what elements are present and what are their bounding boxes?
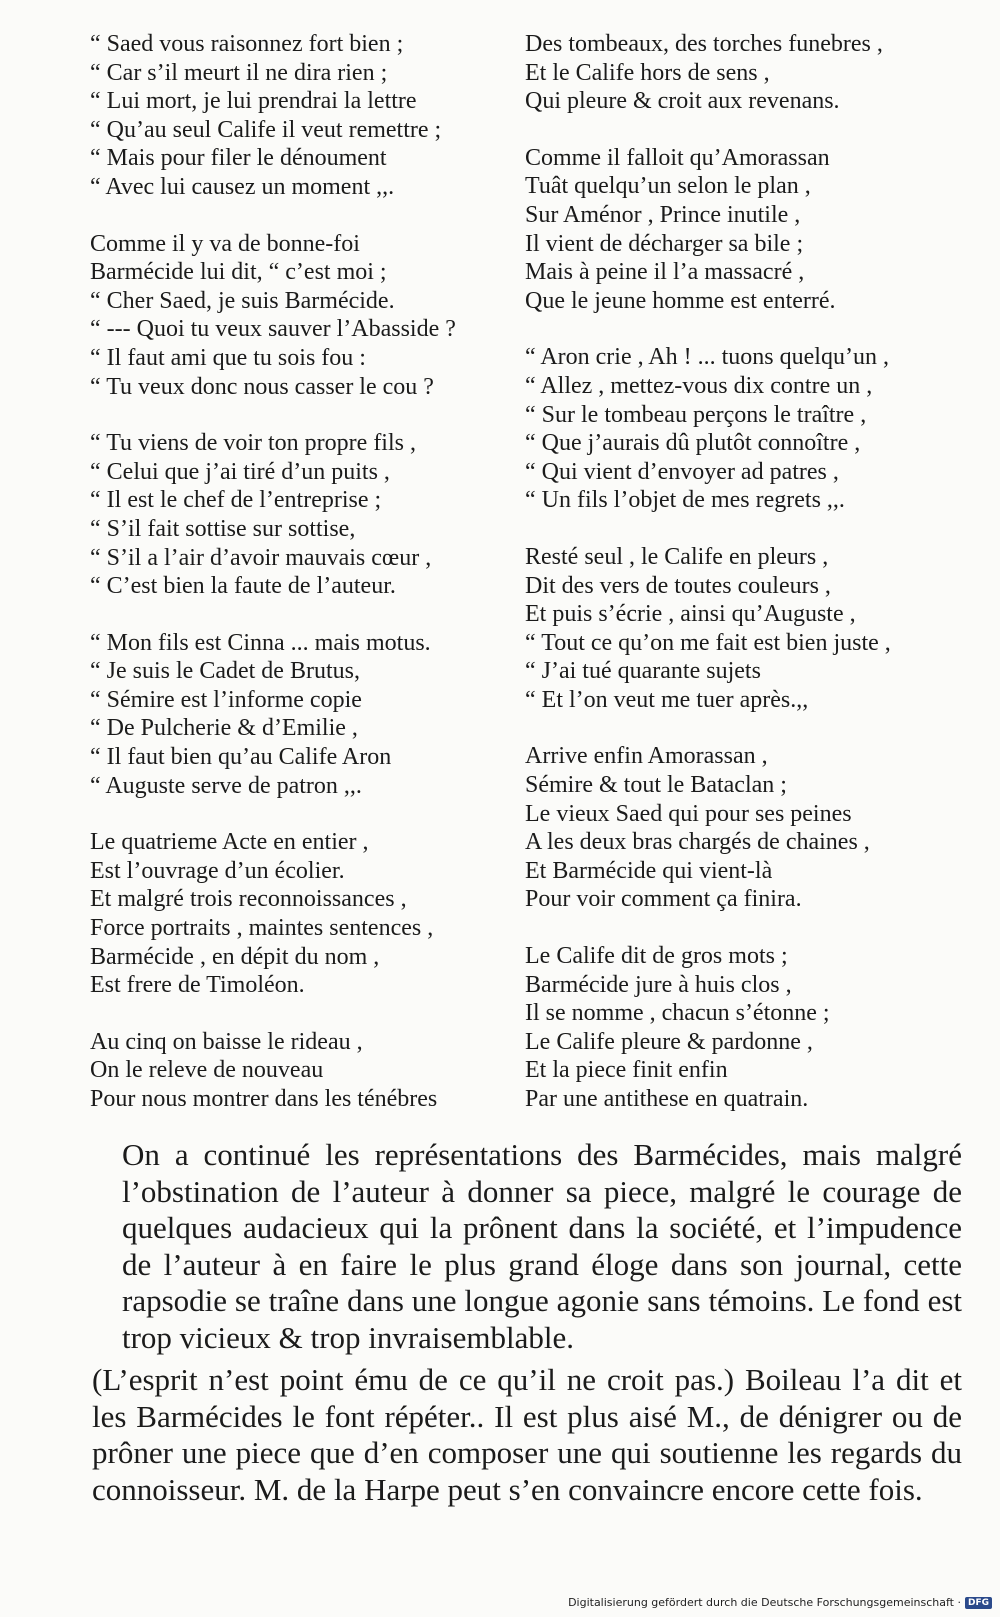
stanza [525, 543, 965, 715]
stanza [90, 429, 500, 601]
stanza [525, 144, 965, 316]
verse-line: Pour nous montrer dans les ténébres [90, 1086, 438, 1112]
verse-line: “ Et l’on veut me tuer après.,, [525, 686, 809, 713]
prose-paragraph: (L’esprit n’est point ému de ce qu’il ne croit pas.) Boileau l’a dit et les Barmécides le font répéter.. Il est plus aisé M., de dénigrer ou de prôner une piece que d’en composer une qui soutienne les regards du connoisseur. M. de la Harpe peut s’en convaincre encore cette fois. [92, 1362, 962, 1507]
verse-line: “ Qu’au seul Calife il veut remettre ; [90, 116, 442, 143]
verse-line: “ Allez , mettez-vous dix contre un , [525, 372, 873, 399]
verse-line: “ Un fils l’objet de mes regrets ,,. [525, 487, 845, 514]
verse-line: Sur Aménor , Prince inutile , [525, 201, 801, 228]
verse-line: Le quatrieme Acte en entier , [90, 829, 369, 856]
verse-line: Dit des vers de toutes couleurs , [525, 572, 831, 599]
verse-line: Au cinq on baisse le rideau , [90, 1028, 363, 1055]
verse-line: Force portraits , maintes sentences , [90, 915, 434, 942]
verse-line: “ --- Quoi tu veux sauver l’Abasside ? [90, 316, 456, 343]
verse-line: Et puis s’écrie , ainsi qu’Auguste , [525, 601, 856, 628]
verse-line: “ Avec lui causez un moment ,,. [90, 173, 395, 200]
verse-line: “ Auguste serve de patron ,,. [90, 772, 362, 799]
verse-line: Tuât quelqu’un selon le plan , [525, 173, 811, 200]
verse-line: “ Il faut bien qu’au Calife Aron [90, 744, 392, 771]
verse-line: “ Tout ce qu’on me fait est bien juste , [525, 629, 891, 656]
verse-line: “ Sur le tombeau perçons le traître , [525, 401, 867, 428]
verse-line: Et Barmécide qui vient-là [525, 857, 773, 884]
digitization-credit [568, 1596, 992, 1609]
verse-line: Barmécide , en dépit du nom , [90, 943, 380, 970]
stanza [525, 30, 965, 116]
verse-line: Qui pleure & croit aux revenans. [525, 88, 840, 115]
dfg-logo-icon: DFG [965, 1597, 992, 1609]
verse-line: Barmécide lui dit, “ c’est moi ; [90, 259, 387, 286]
stanza [90, 828, 500, 1000]
verse-line: Resté seul , le Calife en pleurs , [525, 543, 829, 570]
verse-line: Et le Calife hors de sens , [525, 59, 770, 86]
verse-line: “ Sémire est l’informe copie [90, 686, 362, 713]
verse-line: “ Qui vient d’envoyer ad patres , [525, 458, 839, 485]
verse-line: “ Celui que j’ai tiré d’un puits , [90, 458, 390, 485]
verse-line: Est l’ouvrage d’un écolier. [90, 857, 345, 884]
verse-line: Arrive enfin Amorassan , [525, 743, 768, 770]
verse-line: A les deux bras chargés de chaines , [525, 829, 870, 856]
stanza [90, 230, 500, 402]
verse-line: “ Que j’aurais dû plutôt connoître , [525, 430, 861, 457]
verse-line: “ S’il fait sottise sur sottise, [90, 515, 356, 542]
verse-line: Que le jeune homme est enterré. [525, 287, 836, 314]
stanza [525, 742, 965, 914]
verse-line: Par une antithese en quatrain. [525, 1086, 809, 1112]
verse-line: Le Calife pleure & pardonne , [525, 1028, 813, 1055]
verse-line: “ Il est le chef de l’entreprise ; [90, 487, 382, 514]
verse-line: “ C’est bien la faute de l’auteur. [90, 573, 396, 600]
verse-line: “ Mais pour filer le dénoument [90, 145, 387, 172]
verse-line: “ Aron crie , Ah ! ... tuons quelqu’un , [525, 344, 889, 371]
stanza [90, 30, 500, 202]
credit-text: Digitalisierung gefördert durch die Deutsche Forschungsgemeinschaft · [568, 1596, 961, 1609]
verse-line: “ J’ai tué quarante sujets [525, 658, 761, 685]
verse-line: On le releve de nouveau [90, 1057, 324, 1084]
verse-line: Des tombeaux, des torches funebres , [525, 31, 883, 57]
verse-line: Il vient de décharger sa bile ; [525, 230, 804, 257]
verse-line: “ Lui mort, je lui prendrai la lettre [90, 88, 417, 115]
verse-line: Et la piece finit enfin [525, 1057, 728, 1084]
stanza [525, 343, 965, 515]
verse-line: “ Tu veux donc nous casser le cou ? [90, 373, 434, 400]
verse-column-right [525, 30, 965, 1142]
verse-line: Comme il falloit qu’Amorassan [525, 144, 830, 171]
verse-line: Et malgré trois reconnoissances , [90, 886, 407, 913]
verse-line: Est frere de Timoléon. [90, 972, 305, 999]
prose-paragraph: On a continué les représentations des Barmécides, mais malgré l’obstination de l’auteur à donner sa piece, malgré le courage de quelques audacieux qui la prônent dans la société, et l’impudence de l’auteur à en faire le plus grand éloge dans son journal, cette rapsodie se traîne dans une longue agonie sans témoins. Le fond est trop vicieux & trop invraisemblable. [122, 1137, 962, 1355]
verse-line: Mais à peine il l’a massacré , [525, 259, 805, 286]
stanza [90, 1028, 500, 1114]
verse-line: “ Cher Saed, je suis Barmécide. [90, 287, 395, 314]
verse-line: “ Mon fils est Cinna ... mais motus. [90, 629, 431, 656]
verse-column-left [90, 30, 500, 1142]
stanza [525, 942, 965, 1114]
verse-line: Pour voir comment ça finira. [525, 886, 802, 913]
verse-line: “ Car s’il meurt il ne dira rien ; [90, 59, 388, 86]
verse-line: Sémire & tout le Bataclan ; [525, 772, 787, 799]
prose-body [92, 1137, 962, 1514]
verse-line: “ Je suis le Cadet de Brutus, [90, 658, 360, 685]
verse-line: Il se nomme , chacun s’étonne ; [525, 1000, 830, 1027]
verse-line: “ Il faut ami que tu sois fou : [90, 344, 366, 371]
verse-line: “ De Pulcherie & d’Emilie , [90, 715, 358, 742]
verse-line: Le Calife dit de gros mots ; [525, 943, 788, 970]
verse-line: Comme il y va de bonne-foi [90, 230, 360, 257]
verse-line: Barmécide jure à huis clos , [525, 971, 792, 998]
stanza [90, 629, 500, 801]
verse-line: Le vieux Saed qui pour ses peines [525, 800, 852, 827]
verse-line: “ Saed vous raisonnez fort bien ; [90, 31, 404, 57]
verse-line: “ S’il a l’air d’avoir mauvais cœur , [90, 544, 432, 571]
verse-line: “ Tu viens de voir ton propre fils , [90, 430, 416, 457]
